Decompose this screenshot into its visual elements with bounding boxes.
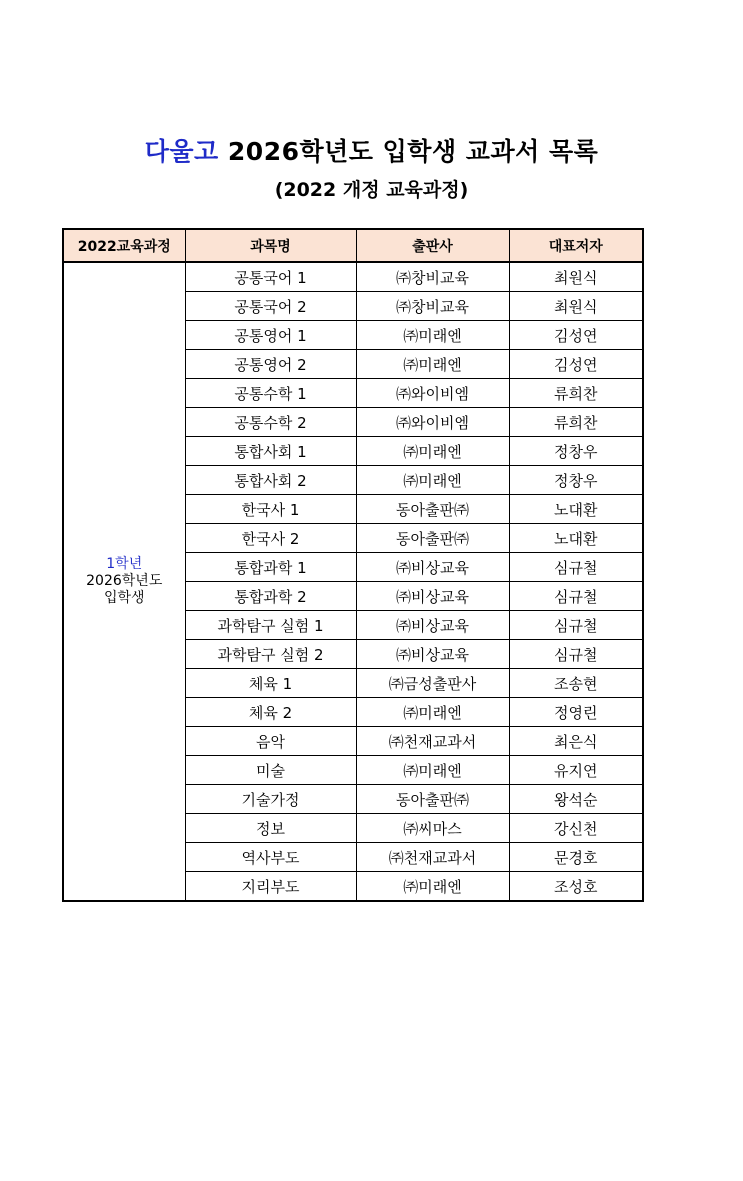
table-row <box>63 262 643 292</box>
subject-cell: 역사부도 <box>185 843 356 872</box>
author-cell: 유지연 <box>509 756 643 785</box>
subject-cell: 미술 <box>185 756 356 785</box>
publisher-cell: ㈜미래엔 <box>356 756 509 785</box>
publisher-cell: ㈜천재교과서 <box>356 843 509 872</box>
subject-cell: 음악 <box>185 727 356 756</box>
publisher-cell: ㈜창비교육 <box>356 262 509 292</box>
publisher-cell: ㈜미래엔 <box>356 466 509 495</box>
entry-year-label: 2026학년도 <box>86 573 163 589</box>
author-cell: 강신천 <box>509 814 643 843</box>
publisher-cell: ㈜금성출판사 <box>356 669 509 698</box>
subject-cell: 통합사회 2 <box>185 466 356 495</box>
subject-cell: 공통영어 2 <box>185 350 356 379</box>
subject-cell: 체육 2 <box>185 698 356 727</box>
publisher-cell: 동아출판㈜ <box>356 495 509 524</box>
subject-cell: 한국사 1 <box>185 495 356 524</box>
author-cell: 정창우 <box>509 466 643 495</box>
subject-cell: 기술가정 <box>185 785 356 814</box>
publisher-cell: ㈜미래엔 <box>356 437 509 466</box>
publisher-cell: ㈜와이비엠 <box>356 408 509 437</box>
grade-group-cell <box>63 262 185 901</box>
author-cell: 심규철 <box>509 553 643 582</box>
author-cell: 조송현 <box>509 669 643 698</box>
publisher-cell: ㈜비상교육 <box>356 582 509 611</box>
publisher-cell: 동아출판㈜ <box>356 524 509 553</box>
publisher-cell: ㈜미래엔 <box>356 698 509 727</box>
author-cell: 김성연 <box>509 350 643 379</box>
publisher-cell: ㈜창비교육 <box>356 292 509 321</box>
subject-cell: 한국사 2 <box>185 524 356 553</box>
author-cell: 김성연 <box>509 321 643 350</box>
textbook-table <box>62 228 644 902</box>
publisher-cell: ㈜비상교육 <box>356 611 509 640</box>
publisher-cell: ㈜천재교과서 <box>356 727 509 756</box>
subject-cell: 체육 1 <box>185 669 356 698</box>
subject-cell: 과학탐구 실험 1 <box>185 611 356 640</box>
author-cell: 정창우 <box>509 437 643 466</box>
subject-cell: 공통영어 1 <box>185 321 356 350</box>
publisher-cell: ㈜비상교육 <box>356 640 509 669</box>
author-cell: 문경호 <box>509 843 643 872</box>
author-cell: 노대환 <box>509 495 643 524</box>
table-header-row <box>63 229 643 262</box>
subject-cell: 지리부도 <box>185 872 356 902</box>
subject-cell: 통합사회 1 <box>185 437 356 466</box>
publisher-cell: ㈜와이비엠 <box>356 379 509 408</box>
publisher-cell: 동아출판㈜ <box>356 785 509 814</box>
subject-cell: 공통국어 2 <box>185 292 356 321</box>
subject-cell: 공통국어 1 <box>185 262 356 292</box>
subject-cell: 공통수학 1 <box>185 379 356 408</box>
author-cell: 최은식 <box>509 727 643 756</box>
subject-cell: 정보 <box>185 814 356 843</box>
header-subject: 과목명 <box>185 229 356 262</box>
publisher-cell: ㈜미래엔 <box>356 350 509 379</box>
subject-cell: 과학탐구 실험 2 <box>185 640 356 669</box>
grade-label: 1학년 <box>106 556 143 572</box>
author-cell: 왕석순 <box>509 785 643 814</box>
author-cell: 심규철 <box>509 582 643 611</box>
title-text: 2026학년도 입학생 교과서 목록 <box>227 137 599 166</box>
author-cell: 최원식 <box>509 262 643 292</box>
publisher-cell: ㈜비상교육 <box>356 553 509 582</box>
publisher-cell: ㈜미래엔 <box>356 872 509 902</box>
header-publisher: 출판사 <box>356 229 509 262</box>
author-cell: 노대환 <box>509 524 643 553</box>
publisher-cell: ㈜미래엔 <box>356 321 509 350</box>
subject-cell: 통합과학 2 <box>185 582 356 611</box>
author-cell: 심규철 <box>509 640 643 669</box>
author-cell: 류희찬 <box>509 408 643 437</box>
subject-cell: 공통수학 2 <box>185 408 356 437</box>
publisher-cell: ㈜씨마스 <box>356 814 509 843</box>
author-cell: 조성호 <box>509 872 643 902</box>
page-title <box>0 132 743 168</box>
entrant-label: 입학생 <box>103 590 145 606</box>
header-author: 대표저자 <box>509 229 643 262</box>
page-subtitle: (2022 개정 교육과정) <box>274 179 469 201</box>
author-cell: 류희찬 <box>509 379 643 408</box>
table-body <box>63 262 643 901</box>
subject-cell: 통합과학 1 <box>185 553 356 582</box>
author-cell: 정영린 <box>509 698 643 727</box>
author-cell: 심규철 <box>509 611 643 640</box>
header-curriculum: 2022교육과정 <box>63 229 185 262</box>
author-cell: 최원식 <box>509 292 643 321</box>
school-name: 다울고 <box>144 137 219 166</box>
